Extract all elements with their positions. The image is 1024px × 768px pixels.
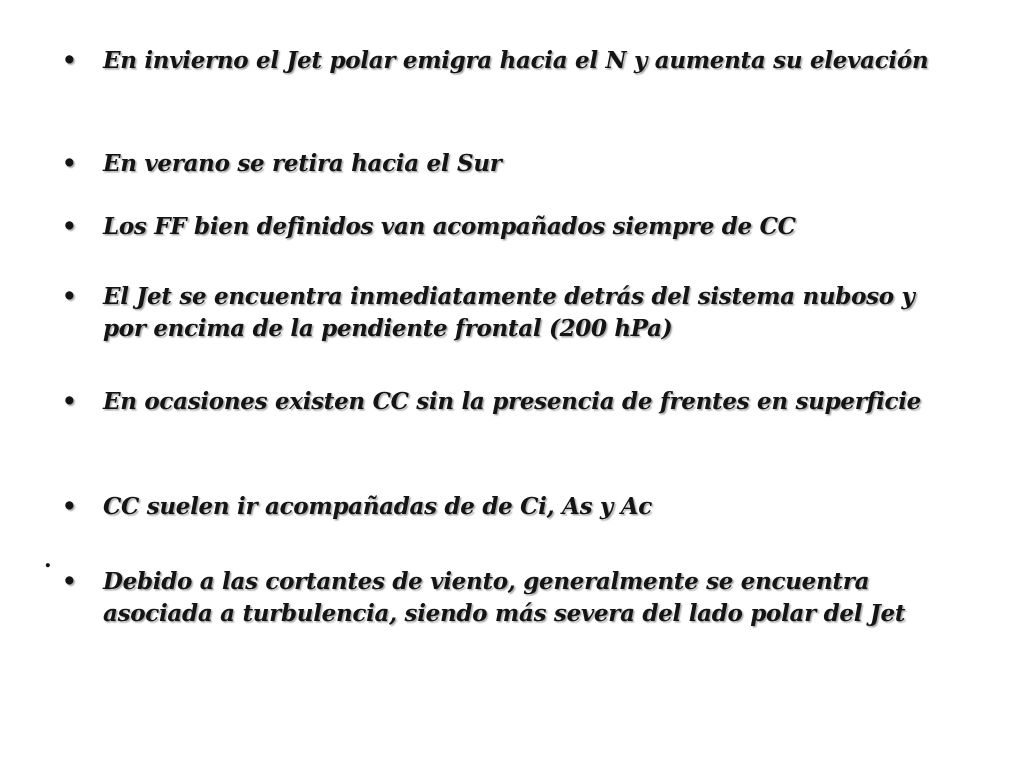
bullet-icon: •	[62, 47, 77, 74]
bullet-text: CC suelen ir acompañadas de de Ci, As y Ac	[103, 493, 652, 520]
bullet-text: Debido a las cortantes de viento, generalmente se encuentra asociada a turbulencia, siendo más severa del lado polar del Jet	[103, 568, 906, 627]
bullet-icon: •	[62, 493, 77, 520]
bullet-text: En invierno el Jet polar emigra hacia el N y aumenta su elevación	[103, 47, 929, 74]
bullet-item-7	[62, 566, 962, 630]
bullet-text: En ocasiones existen CC sin la presencia de frentes en superficie	[103, 388, 922, 415]
bullet-item-2	[62, 148, 962, 180]
bullet-icon: •	[62, 150, 77, 177]
bullet-item-3	[62, 211, 962, 243]
bullet-icon: •	[62, 213, 77, 240]
bullet-icon: •	[62, 283, 77, 310]
bullet-text: El Jet se encuentra inmediatamente detrás del sistema nuboso y por encima de la pendiente frontal (200 hPa)	[103, 283, 915, 342]
bullet-text: En verano se retira hacia el Sur	[103, 150, 502, 177]
bullet-text: Los FF bien definidos van acompañados siempre de CC	[103, 213, 796, 240]
bullet-item-5	[62, 386, 962, 418]
bullet-icon: •	[62, 568, 77, 595]
bullet-icon: •	[62, 388, 77, 415]
stray-dot-mark: .	[44, 547, 52, 573]
bullet-item-4	[62, 281, 962, 345]
bullet-item-6	[62, 491, 962, 523]
bullet-item-1	[62, 44, 962, 78]
